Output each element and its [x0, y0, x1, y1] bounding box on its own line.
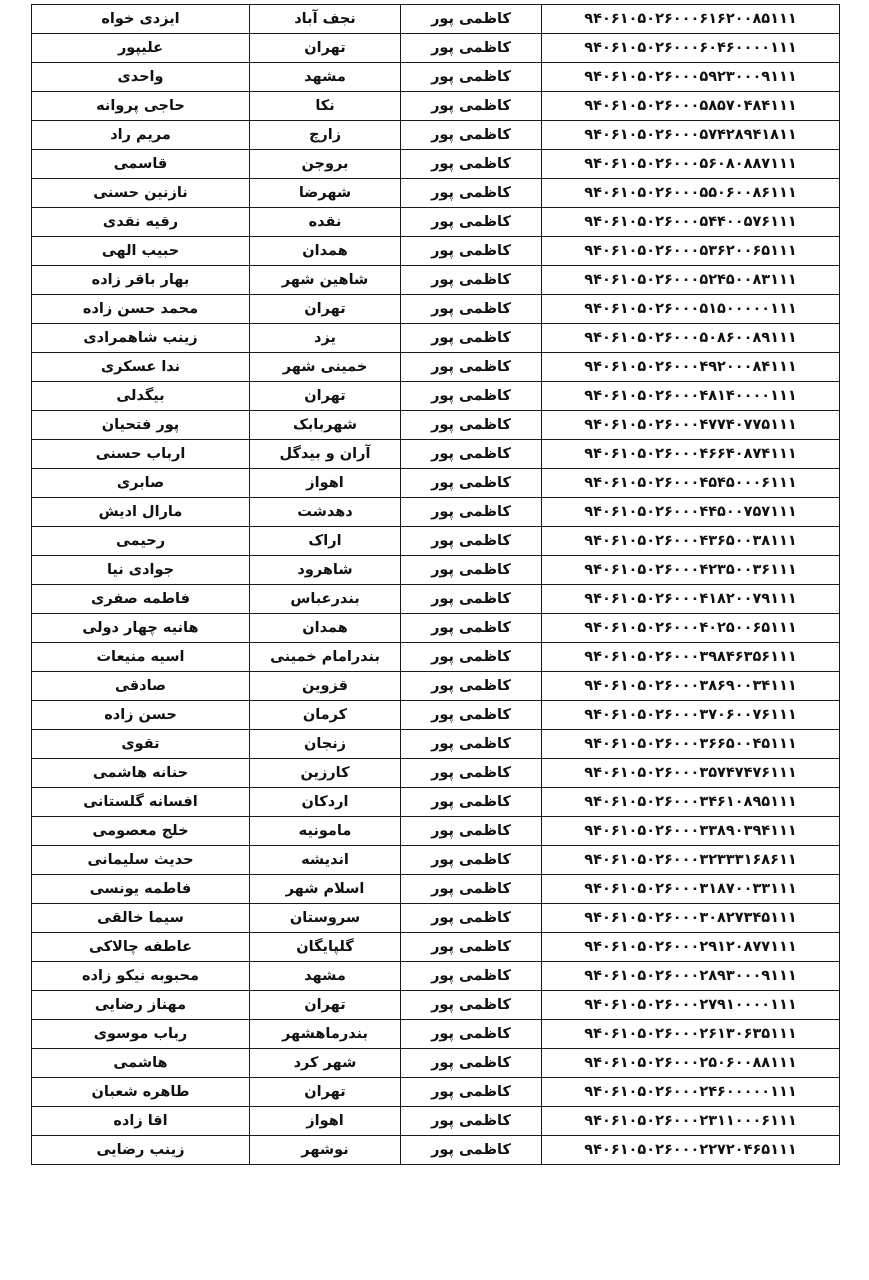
table-row [32, 382, 840, 411]
city-cell: شهربابک [250, 411, 401, 440]
surname-cell: کاظمی پور [401, 63, 542, 92]
name-cell: زینب شاهمرادی [32, 324, 250, 353]
name-cell: بیگدلی [32, 382, 250, 411]
city-cell: نقده [250, 208, 401, 237]
name-cell: محمد حسن زاده [32, 295, 250, 324]
city-cell: اردکان [250, 788, 401, 817]
number-cell: ۹۴۰۶۱۰۵۰۲۶۰۰۰۳۲۳۳۳۱۶۸۶۱۱ [542, 846, 840, 875]
table-row [32, 643, 840, 672]
surname-cell: کاظمی پور [401, 556, 542, 585]
number-cell: ۹۴۰۶۱۰۵۰۲۶۰۰۰۳۹۸۴۶۳۵۶۱۱۱ [542, 643, 840, 672]
name-cell: مارال ادیش [32, 498, 250, 527]
table-row [32, 63, 840, 92]
table-row [32, 846, 840, 875]
number-cell: ۹۴۰۶۱۰۵۰۲۶۰۰۰۶۱۶۲۰۰۸۵۱۱۱ [542, 5, 840, 34]
city-cell: آران و بیدگل [250, 440, 401, 469]
name-cell: حاجی پروانه [32, 92, 250, 121]
number-cell: ۹۴۰۶۱۰۵۰۲۶۰۰۰۳۶۶۵۰۰۴۵۱۱۱ [542, 730, 840, 759]
surname-cell: کاظمی پور [401, 875, 542, 904]
table-row [32, 266, 840, 295]
name-cell: مریم راد [32, 121, 250, 150]
name-cell: مهناز رضایی [32, 991, 250, 1020]
table-row [32, 962, 840, 991]
number-cell: ۹۴۰۶۱۰۵۰۲۶۰۰۰۶۰۴۶۰۰۰۰۱۱۱ [542, 34, 840, 63]
table-row [32, 498, 840, 527]
name-cell: جوادی نیا [32, 556, 250, 585]
roster-table [31, 4, 840, 1165]
table-row [32, 701, 840, 730]
name-cell: حنانه هاشمی [32, 759, 250, 788]
name-cell: بهار باقر زاده [32, 266, 250, 295]
surname-cell: کاظمی پور [401, 672, 542, 701]
name-cell: ایزدی خواه [32, 5, 250, 34]
surname-cell: کاظمی پور [401, 730, 542, 759]
number-cell: ۹۴۰۶۱۰۵۰۲۶۰۰۰۴۳۶۵۰۰۳۸۱۱۱ [542, 527, 840, 556]
table-row [32, 324, 840, 353]
number-cell: ۹۴۰۶۱۰۵۰۲۶۰۰۰۳۳۸۹۰۳۹۴۱۱۱ [542, 817, 840, 846]
number-cell: ۹۴۰۶۱۰۵۰۲۶۰۰۰۲۳۱۱۰۰۰۶۱۱۱ [542, 1107, 840, 1136]
surname-cell: کاظمی پور [401, 469, 542, 498]
number-cell: ۹۴۰۶۱۰۵۰۲۶۰۰۰۴۶۶۴۰۸۷۴۱۱۱ [542, 440, 840, 469]
surname-cell: کاظمی پور [401, 266, 542, 295]
name-cell: محبوبه نیکو زاده [32, 962, 250, 991]
name-cell: پور فتحیان [32, 411, 250, 440]
table-row [32, 672, 840, 701]
table-row [32, 933, 840, 962]
city-cell: شهر کرد [250, 1049, 401, 1078]
table-row [32, 527, 840, 556]
number-cell: ۹۴۰۶۱۰۵۰۲۶۰۰۰۳۷۰۶۰۰۷۶۱۱۱ [542, 701, 840, 730]
table-row [32, 875, 840, 904]
table-row [32, 817, 840, 846]
city-cell: نوشهر [250, 1136, 401, 1165]
surname-cell: کاظمی پور [401, 962, 542, 991]
city-cell: کرمان [250, 701, 401, 730]
surname-cell: کاظمی پور [401, 643, 542, 672]
number-cell: ۹۴۰۶۱۰۵۰۲۶۰۰۰۴۸۱۴۰۰۰۰۱۱۱ [542, 382, 840, 411]
city-cell: تهران [250, 1078, 401, 1107]
table-row [32, 759, 840, 788]
surname-cell: کاظمی پور [401, 759, 542, 788]
name-cell: صابری [32, 469, 250, 498]
city-cell: زارچ [250, 121, 401, 150]
surname-cell: کاظمی پور [401, 5, 542, 34]
number-cell: ۹۴۰۶۱۰۵۰۲۶۰۰۰۴۷۷۴۰۷۷۵۱۱۱ [542, 411, 840, 440]
city-cell: نکا [250, 92, 401, 121]
surname-cell: کاظمی پور [401, 440, 542, 469]
city-cell: قزوین [250, 672, 401, 701]
surname-cell: کاظمی پور [401, 121, 542, 150]
name-cell: فاطمه صفری [32, 585, 250, 614]
surname-cell: کاظمی پور [401, 1049, 542, 1078]
name-cell: ارباب حسنی [32, 440, 250, 469]
number-cell: ۹۴۰۶۱۰۵۰۲۶۰۰۰۵۷۴۲۸۹۴۱۸۱۱ [542, 121, 840, 150]
number-cell: ۹۴۰۶۱۰۵۰۲۶۰۰۰۲۷۹۱۰۰۰۰۱۱۱ [542, 991, 840, 1020]
name-cell: واحدی [32, 63, 250, 92]
name-cell: هاشمی [32, 1049, 250, 1078]
surname-cell: کاظمی پور [401, 150, 542, 179]
city-cell: اراک [250, 527, 401, 556]
number-cell: ۹۴۰۶۱۰۵۰۲۶۰۰۰۵۵۰۶۰۰۸۶۱۱۱ [542, 179, 840, 208]
number-cell: ۹۴۰۶۱۰۵۰۲۶۰۰۰۵۸۵۷۰۴۸۴۱۱۱ [542, 92, 840, 121]
table-row [32, 5, 840, 34]
table-row [32, 585, 840, 614]
name-cell: نازنین حسنی [32, 179, 250, 208]
surname-cell: کاظمی پور [401, 295, 542, 324]
number-cell: ۹۴۰۶۱۰۵۰۲۶۰۰۰۴۲۳۵۰۰۳۶۱۱۱ [542, 556, 840, 585]
city-cell: تهران [250, 295, 401, 324]
surname-cell: کاظمی پور [401, 527, 542, 556]
surname-cell: کاظمی پور [401, 179, 542, 208]
surname-cell: کاظمی پور [401, 1136, 542, 1165]
city-cell: یزد [250, 324, 401, 353]
name-cell: ندا عسکری [32, 353, 250, 382]
city-cell: مشهد [250, 63, 401, 92]
surname-cell: کاظمی پور [401, 34, 542, 63]
name-cell: حدیث سلیمانی [32, 846, 250, 875]
surname-cell: کاظمی پور [401, 92, 542, 121]
number-cell: ۹۴۰۶۱۰۵۰۲۶۰۰۰۵۲۴۵۰۰۸۳۱۱۱ [542, 266, 840, 295]
surname-cell: کاظمی پور [401, 701, 542, 730]
number-cell: ۹۴۰۶۱۰۵۰۲۶۰۰۰۴۰۲۵۰۰۶۵۱۱۱ [542, 614, 840, 643]
table-row [32, 1020, 840, 1049]
city-cell: دهدشت [250, 498, 401, 527]
number-cell: ۹۴۰۶۱۰۵۰۲۶۰۰۰۵۶۰۸۰۸۸۷۱۱۱ [542, 150, 840, 179]
surname-cell: کاظمی پور [401, 1020, 542, 1049]
surname-cell: کاظمی پور [401, 382, 542, 411]
surname-cell: کاظمی پور [401, 1107, 542, 1136]
number-cell: ۹۴۰۶۱۰۵۰۲۶۰۰۰۲۴۶۰۰۰۰۰۱۱۱ [542, 1078, 840, 1107]
name-cell: خلج معصومی [32, 817, 250, 846]
city-cell: زنجان [250, 730, 401, 759]
surname-cell: کاظمی پور [401, 353, 542, 382]
table-row [32, 1078, 840, 1107]
number-cell: ۹۴۰۶۱۰۵۰۲۶۰۰۰۲۵۰۶۰۰۸۸۱۱۱ [542, 1049, 840, 1078]
table-row [32, 150, 840, 179]
city-cell: مامونیه [250, 817, 401, 846]
table-row [32, 295, 840, 324]
city-cell: گلپایگان [250, 933, 401, 962]
city-cell: شهرضا [250, 179, 401, 208]
city-cell: سروستان [250, 904, 401, 933]
table-row [32, 904, 840, 933]
number-cell: ۹۴۰۶۱۰۵۰۲۶۰۰۰۳۴۶۱۰۸۹۵۱۱۱ [542, 788, 840, 817]
number-cell: ۹۴۰۶۱۰۵۰۲۶۰۰۰۳۱۸۷۰۰۳۳۱۱۱ [542, 875, 840, 904]
surname-cell: کاظمی پور [401, 208, 542, 237]
surname-cell: کاظمی پور [401, 1078, 542, 1107]
name-cell: علیپور [32, 34, 250, 63]
name-cell: صادقی [32, 672, 250, 701]
number-cell: ۹۴۰۶۱۰۵۰۲۶۰۰۰۲۲۷۲۰۴۶۵۱۱۱ [542, 1136, 840, 1165]
name-cell: رقیه نقدی [32, 208, 250, 237]
table-row [32, 1107, 840, 1136]
surname-cell: کاظمی پور [401, 933, 542, 962]
city-cell: تهران [250, 34, 401, 63]
name-cell: هانیه چهار دولی [32, 614, 250, 643]
number-cell: ۹۴۰۶۱۰۵۰۲۶۰۰۰۵۴۴۰۰۵۷۶۱۱۱ [542, 208, 840, 237]
number-cell: ۹۴۰۶۱۰۵۰۲۶۰۰۰۵۳۶۲۰۰۶۵۱۱۱ [542, 237, 840, 266]
number-cell: ۹۴۰۶۱۰۵۰۲۶۰۰۰۳۸۶۹۰۰۳۴۱۱۱ [542, 672, 840, 701]
table-row [32, 179, 840, 208]
surname-cell: کاظمی پور [401, 817, 542, 846]
number-cell: ۹۴۰۶۱۰۵۰۲۶۰۰۰۴۹۲۰۰۰۸۴۱۱۱ [542, 353, 840, 382]
city-cell: اندیشه [250, 846, 401, 875]
roster-table-body [32, 5, 840, 1165]
surname-cell: کاظمی پور [401, 324, 542, 353]
surname-cell: کاظمی پور [401, 237, 542, 266]
table-row [32, 208, 840, 237]
table-row [32, 1136, 840, 1165]
name-cell: اقا زاده [32, 1107, 250, 1136]
city-cell: شاهرود [250, 556, 401, 585]
name-cell: رباب موسوی [32, 1020, 250, 1049]
number-cell: ۹۴۰۶۱۰۵۰۲۶۰۰۰۵۱۵۰۰۰۰۰۱۱۱ [542, 295, 840, 324]
number-cell: ۹۴۰۶۱۰۵۰۲۶۰۰۰۵۰۸۶۰۰۸۹۱۱۱ [542, 324, 840, 353]
city-cell: اهواز [250, 1107, 401, 1136]
name-cell: فاطمه یونسی [32, 875, 250, 904]
surname-cell: کاظمی پور [401, 846, 542, 875]
name-cell: سیما خالقی [32, 904, 250, 933]
table-row [32, 788, 840, 817]
city-cell: بندرماهشهر [250, 1020, 401, 1049]
surname-cell: کاظمی پور [401, 411, 542, 440]
city-cell: تهران [250, 382, 401, 411]
surname-cell: کاظمی پور [401, 585, 542, 614]
city-cell: همدان [250, 614, 401, 643]
city-cell: اسلام شهر [250, 875, 401, 904]
city-cell: کارزین [250, 759, 401, 788]
name-cell: حبیب الهی [32, 237, 250, 266]
city-cell: بروجن [250, 150, 401, 179]
table-row [32, 730, 840, 759]
surname-cell: کاظمی پور [401, 991, 542, 1020]
number-cell: ۹۴۰۶۱۰۵۰۲۶۰۰۰۴۱۸۲۰۰۷۹۱۱۱ [542, 585, 840, 614]
table-row [32, 469, 840, 498]
table-row [32, 34, 840, 63]
table-row [32, 991, 840, 1020]
name-cell: زینب رضایی [32, 1136, 250, 1165]
number-cell: ۹۴۰۶۱۰۵۰۲۶۰۰۰۴۴۵۰۰۷۵۷۱۱۱ [542, 498, 840, 527]
name-cell: طاهره شعبان [32, 1078, 250, 1107]
number-cell: ۹۴۰۶۱۰۵۰۲۶۰۰۰۲۸۹۳۰۰۰۹۱۱۱ [542, 962, 840, 991]
city-cell: خمینی شهر [250, 353, 401, 382]
name-cell: اسیه منیعات [32, 643, 250, 672]
surname-cell: کاظمی پور [401, 498, 542, 527]
number-cell: ۹۴۰۶۱۰۵۰۲۶۰۰۰۳۵۷۴۷۴۷۶۱۱۱ [542, 759, 840, 788]
city-cell: بندرعباس [250, 585, 401, 614]
city-cell: همدان [250, 237, 401, 266]
number-cell: ۹۴۰۶۱۰۵۰۲۶۰۰۰۲۹۱۲۰۸۷۷۱۱۱ [542, 933, 840, 962]
table-row [32, 614, 840, 643]
number-cell: ۹۴۰۶۱۰۵۰۲۶۰۰۰۴۵۴۵۰۰۰۶۱۱۱ [542, 469, 840, 498]
number-cell: ۹۴۰۶۱۰۵۰۲۶۰۰۰۵۹۲۳۰۰۰۹۱۱۱ [542, 63, 840, 92]
table-row [32, 556, 840, 585]
table-row [32, 353, 840, 382]
surname-cell: کاظمی پور [401, 788, 542, 817]
table-row [32, 92, 840, 121]
table-row [32, 121, 840, 150]
table-row [32, 440, 840, 469]
name-cell: حسن زاده [32, 701, 250, 730]
table-row [32, 237, 840, 266]
name-cell: تقوی [32, 730, 250, 759]
number-cell: ۹۴۰۶۱۰۵۰۲۶۰۰۰۲۶۱۳۰۶۳۵۱۱۱ [542, 1020, 840, 1049]
surname-cell: کاظمی پور [401, 614, 542, 643]
city-cell: اهواز [250, 469, 401, 498]
city-cell: مشهد [250, 962, 401, 991]
surname-cell: کاظمی پور [401, 904, 542, 933]
table-row [32, 411, 840, 440]
name-cell: رحیمی [32, 527, 250, 556]
name-cell: عاطفه چالاکی [32, 933, 250, 962]
city-cell: تهران [250, 991, 401, 1020]
name-cell: افسانه گلستانی [32, 788, 250, 817]
city-cell: نجف آباد [250, 5, 401, 34]
number-cell: ۹۴۰۶۱۰۵۰۲۶۰۰۰۳۰۸۲۷۳۴۵۱۱۱ [542, 904, 840, 933]
city-cell: بندرامام خمینی [250, 643, 401, 672]
city-cell: شاهین شهر [250, 266, 401, 295]
table-row [32, 1049, 840, 1078]
name-cell: قاسمی [32, 150, 250, 179]
